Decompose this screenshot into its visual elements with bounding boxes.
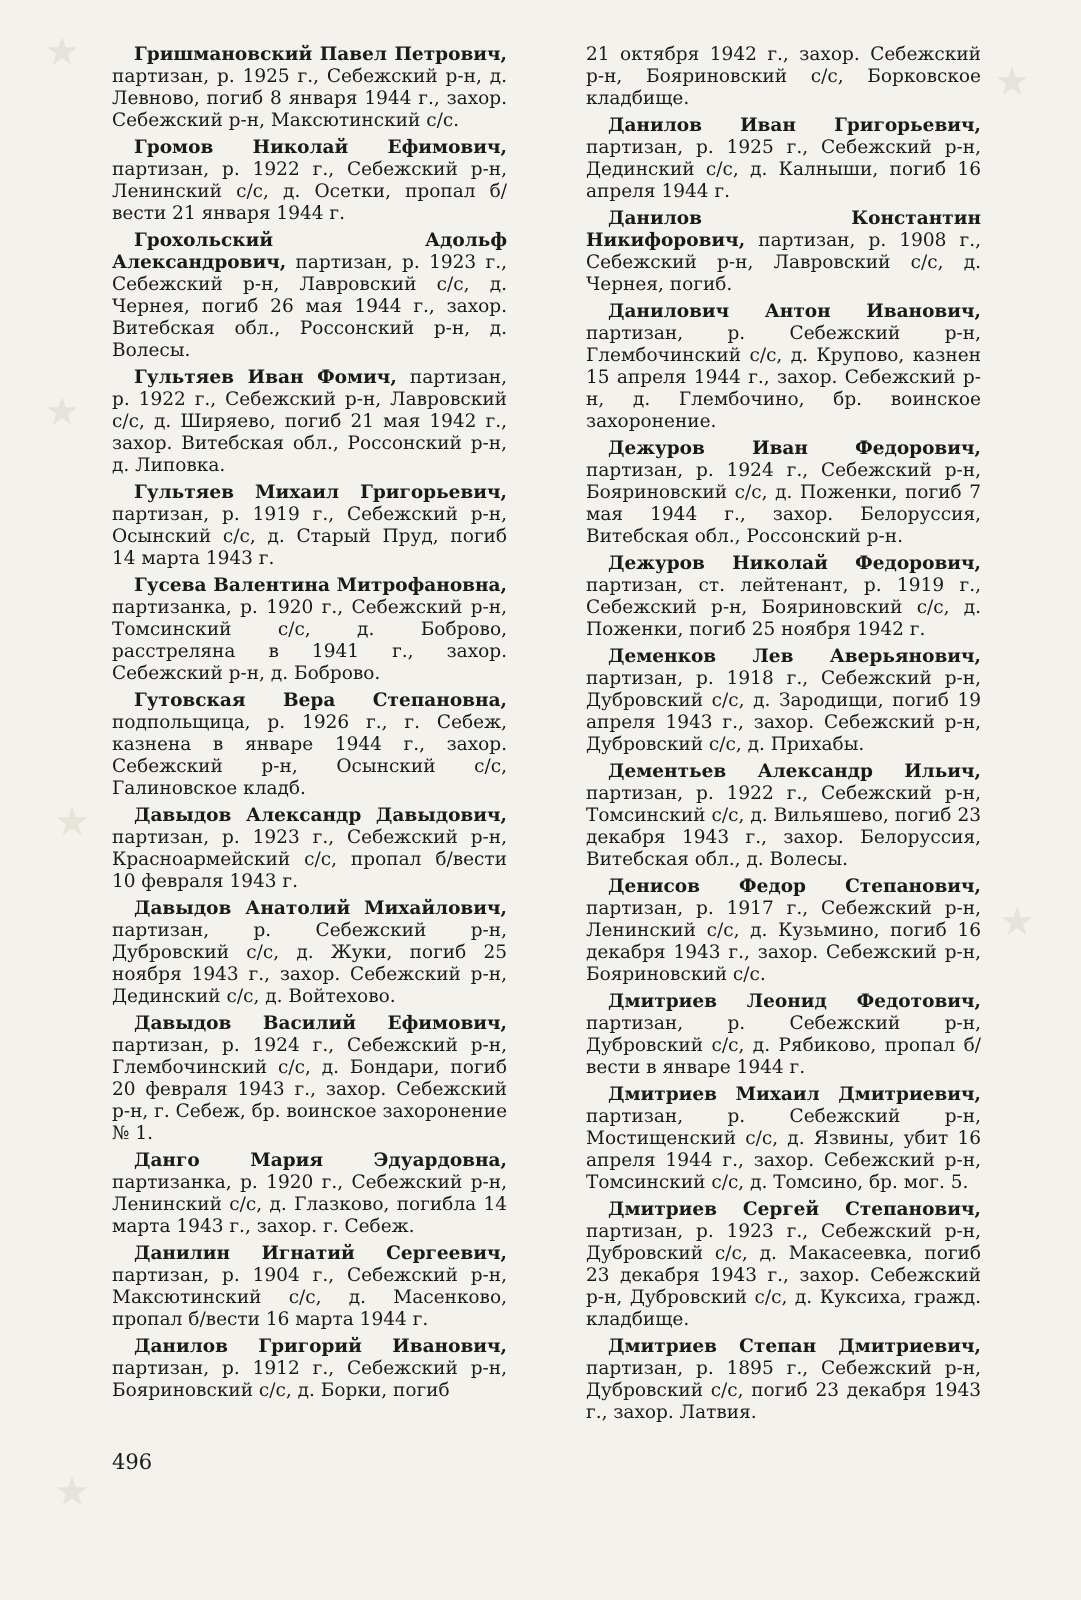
watermark-star-icon: ★	[44, 29, 80, 75]
person-name: Грохольский Адольф Александрович,	[112, 230, 507, 273]
person-name: Дежуров Иван Федорович,	[608, 438, 981, 459]
entry-text: партизан, ст. лейтенант, р. 1919 г., Себежский р-н, Бояриновский с/с, д. Поженки, погиб 25 ноября 1942 г.	[586, 575, 981, 640]
biography-entry	[112, 898, 507, 1008]
person-name: Давыдов Анатолий Михайлович,	[134, 898, 507, 919]
biography-entry	[112, 1150, 507, 1238]
biography-entry	[586, 991, 981, 1079]
entry-text: партизанка, р. 1920 г., Себежский р-н, Ленинский с/с, д. Глазково, погибла 14 марта 1943 г., захор. г. Себеж.	[112, 1172, 507, 1237]
person-name: Давыдов Александр Давыдович,	[134, 805, 507, 826]
biography-entry	[586, 438, 981, 548]
entry-text: партизан, р. 1924 г., Себежский р-н, Глембочинский с/с, д. Бондари, погиб 20 февраля 1943 г., захор. Себежский р-н, г. Себеж, бр. воинское захоронение № 1.	[112, 1035, 508, 1144]
entry-text: партизан, р. 1922 г., Себежский р-н, Ленинский с/с, д. Осетки, пропал б/вести 21 января 1944 г.	[112, 159, 507, 224]
watermark-star-icon: ★	[54, 1469, 90, 1515]
person-name: Гутовская Вера Степановна,	[134, 690, 507, 711]
entry-text: партизан, р. Себежский р-н, Мостищенский с/с, д. Язвины, убит 16 апреля 1944 г., захор. Себежский р-н, Томсинский с/с, д. Томсино, бр. мог. 5.	[586, 1106, 981, 1193]
biography-entry	[586, 115, 981, 203]
biography-entry	[112, 230, 507, 362]
entry-text: партизан, р. 1922 г., Себежский р-н, Томсинский с/с, д. Вильяшево, погиб 23 декабря 1943 г., захор. Белоруссия, Витебская обл., д. Волесы.	[586, 783, 981, 870]
page-number: 496	[112, 1450, 153, 1474]
person-name: Дементьев Александр Ильич,	[608, 761, 981, 782]
watermark-star-icon: ★	[999, 899, 1035, 945]
biography-entry	[586, 761, 981, 871]
entry-text: партизан, р. 1925 г., Себежский р-н, Дединский с/с, д. Калныши, погиб 16 апреля 1944 г.	[586, 137, 981, 202]
entry-text: партизан, р. Себежский р-н, Глембочинский с/с, д. Крупово, казнен 15 апреля 1944 г., захор. Себежский р-н, д. Глембочино, бр. воинское захоронение.	[586, 323, 981, 432]
entry-text: партизан, р. 1924 г., Себежский р-н, Бояриновский с/с, д. Поженки, погиб 7 мая 1944 г., захор. Белоруссия, Витебская обл., Россонский р-н.	[586, 460, 981, 547]
biography-entry	[586, 1336, 981, 1424]
watermark-star-icon: ★	[994, 59, 1030, 105]
right-column	[586, 44, 981, 1429]
entry-text: партизан, р. 1895 г., Себежский р-н, Дубровский с/с, погиб 23 декабря 1943 г., захор. Латвия.	[586, 1358, 981, 1423]
biography-entry	[586, 1199, 981, 1331]
person-name: Гусева Валентина Митрофановна,	[134, 575, 507, 596]
biography-entry	[586, 876, 981, 986]
person-name: Данилин Игнатий Сергеевич,	[134, 1243, 507, 1264]
entry-text: партизан, р. 1904 г., Себежский р-н, Максютинский с/с, д. Масенково, пропал б/вести 16 марта 1944 г.	[112, 1265, 507, 1330]
person-name: Дмитриев Михаил Дмитриевич,	[608, 1084, 981, 1105]
person-name: Данилов Иван Григорьевич,	[608, 115, 981, 136]
entry-text: партизан, р. 1908 г., Себежский р-н, Лавровский с/с, д. Чернея, погиб.	[586, 230, 981, 295]
biography-entry	[112, 1336, 507, 1402]
biography-entry	[112, 137, 507, 225]
left-column	[112, 44, 507, 1407]
entry-text: партизан, р. 1919 г., Себежский р-н, Осынский с/с, д. Старый Пруд, погиб 14 марта 1943 г.	[112, 504, 507, 569]
entry-text: партизан, р. 1917 г., Себежский р-н, Ленинский с/с, д. Кузьмино, погиб 16 декабря 1943 г., захор. Себежский р-н, Бояриновский с/с.	[586, 898, 981, 985]
entry-text: партизан, р. 1923 г., Себежский р-н, Красноармейский с/с, пропал б/вести 10 февраля 1943 г.	[112, 827, 507, 892]
entry-text: партизан, р. Себежский р-н, Дубровский с/с, д. Рябиково, пропал б/вести в январе 1944 г.	[586, 1013, 981, 1078]
entry-text: партизан, р. 1918 г., Себежский р-н, Дубровский с/с, д. Зародищи, погиб 19 апреля 1943 г., захор. Себежский р-н, Дубровский с/с, д. Прихабы.	[586, 668, 981, 755]
person-name: Данго Мария Эдуардовна,	[134, 1150, 507, 1171]
person-name: Гультяев Михаил Григорьевич,	[134, 482, 507, 503]
biography-entry	[112, 1243, 507, 1331]
person-name: Данилов Григорий Иванович,	[134, 1336, 507, 1357]
biography-entry	[112, 44, 507, 132]
person-name: Давыдов Василий Ефимович,	[134, 1013, 507, 1034]
biography-entry	[586, 646, 981, 756]
biography-entry	[586, 44, 981, 110]
entry-text: партизан, р. Себежский р-н, Дубровский с/с, д. Жуки, погиб 25 ноября 1943 г., захор. Себежский р-н, Дединский с/с, д. Войтехово.	[112, 920, 507, 1007]
biography-entry	[112, 482, 507, 570]
biography-entry	[112, 690, 507, 800]
biography-entry	[586, 208, 981, 296]
biography-entry	[112, 367, 507, 477]
person-name: Громов Николай Ефимович,	[134, 137, 507, 158]
biography-entry	[112, 1013, 507, 1145]
person-name: Денисов Федор Степанович,	[608, 876, 981, 897]
person-name: Гультяев Иван Фомич,	[134, 367, 397, 388]
biography-entry	[586, 1084, 981, 1194]
entry-text: партизан, р. 1912 г., Себежский р-н, Бояриновский с/с, д. Борки, погиб	[112, 1358, 507, 1401]
person-name: Данилович Антон Иванович,	[608, 301, 981, 322]
person-name: Дежуров Николай Федорович,	[608, 553, 981, 574]
entry-text: партизан, р. 1925 г., Себежский р-н, д. Левново, погиб 8 января 1944 г., захор. Себежский р-н, Максютинский с/с.	[112, 66, 507, 131]
person-name: Деменков Лев Аверьянович,	[608, 646, 981, 667]
person-name: Дмитриев Сергей Степанович,	[608, 1199, 981, 1220]
entry-text: 21 октября 1942 г., захор. Себежский р-н, Бояриновский с/с, Борковское кладбище.	[586, 44, 981, 109]
person-name: Данилов Константин Никифорович,	[586, 208, 981, 251]
entry-text: партизанка, р. 1920 г., Себежский р-н, Томсинский с/с, д. Боброво, расстреляна в 1941 г., захор. Себежский р-н, д. Боброво.	[112, 597, 507, 684]
biography-entry	[112, 805, 507, 893]
entry-text: партизан, р. 1922 г., Себежский р-н, Лавровский с/с, д. Ширяево, погиб 21 мая 1942 г., захор. Витебская обл., Россонский р-н, д. Липовка.	[112, 367, 507, 476]
biography-entry	[586, 301, 981, 433]
person-name: Дмитриев Степан Дмитриевич,	[608, 1336, 981, 1357]
biography-entry	[112, 575, 507, 685]
watermark-star-icon: ★	[54, 799, 90, 845]
person-name: Гришмановский Павел Петрович,	[134, 44, 507, 65]
person-name: Дмитриев Леонид Федотович,	[608, 991, 981, 1012]
entry-text: партизан, р. 1923 г., Себежский р-н, Дубровский с/с, д. Макасеевка, погиб 23 декабря 1943 г., захор. Себежский р-н, Дубровский с/с, д. Куксиха, гражд. кладбище.	[586, 1221, 981, 1330]
entry-text: подпольщица, р. 1926 г., г. Себеж, казнена в январе 1944 г., захор. Себежский р-н, Осынский с/с, Галиновское кладб.	[112, 712, 507, 799]
entry-text: партизан, р. 1923 г., Себежский р-н, Лавровский с/с, д. Чернея, погиб 26 мая 1944 г., захор. Витебская обл., Россонский р-н, д. Волесы.	[112, 252, 507, 361]
watermark-star-icon: ★	[44, 389, 80, 435]
biography-entry	[586, 553, 981, 641]
